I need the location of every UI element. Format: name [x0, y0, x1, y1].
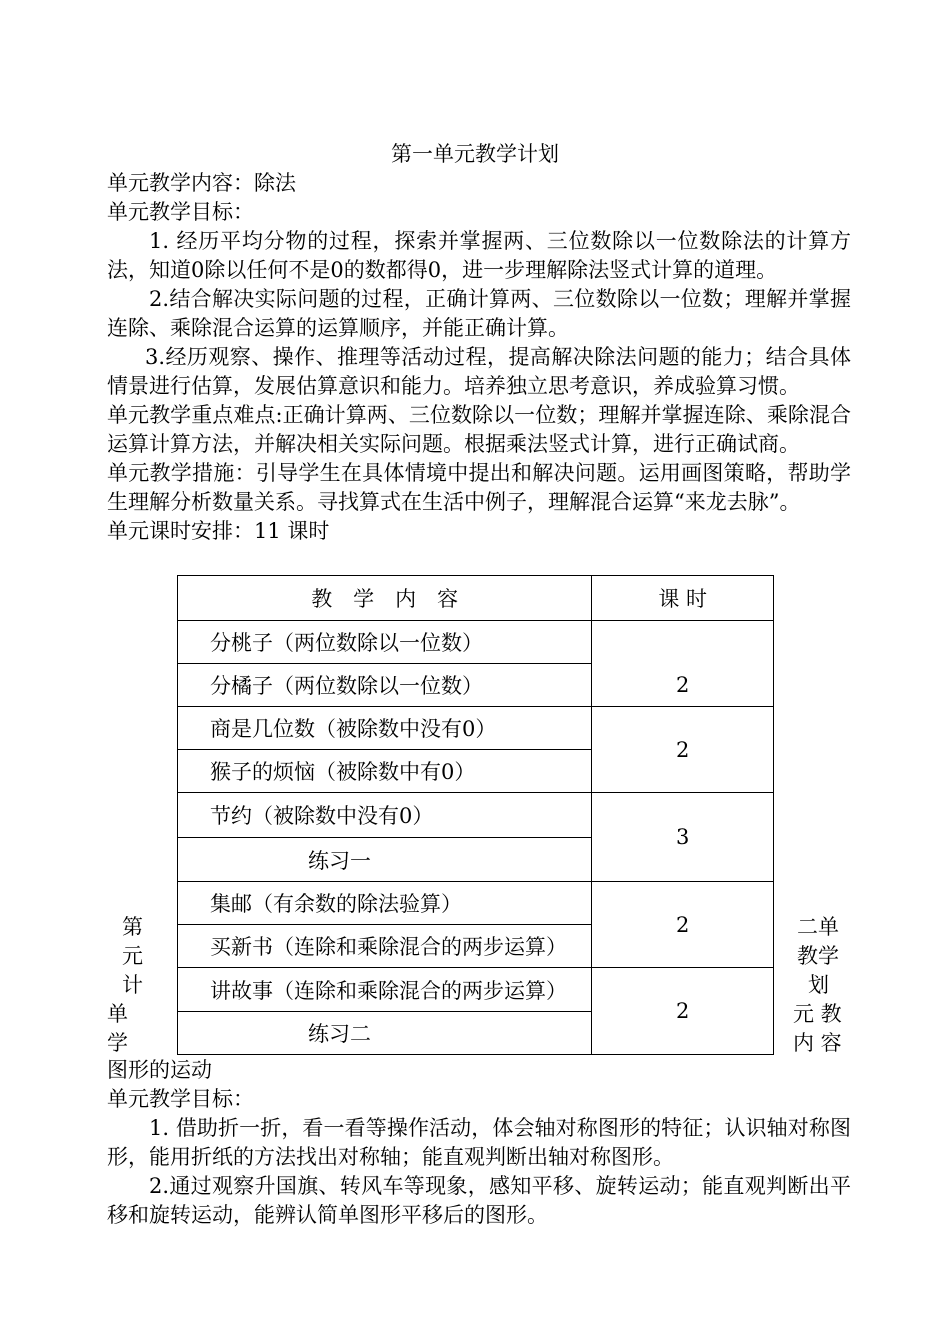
- side-left-char: 计: [122, 973, 143, 997]
- lesson-content: 买新书（连除和乘除混合的两步运算）: [178, 925, 592, 968]
- unit1-title: 第一单元教学计划: [391, 142, 559, 166]
- lesson-hours: 2: [592, 707, 774, 793]
- lesson-content: 分橘子（两位数除以一位数）: [178, 664, 592, 707]
- header-hours: 课 时: [592, 576, 774, 621]
- lesson-plan-table: [177, 575, 774, 1055]
- unit2-goal-2: 2.通过观察升国旗、转风车等现象，感知平移、旋转运动；能直观判断出平移和旋转运动，能辨认简单图形平移后的图形。: [107, 1174, 851, 1227]
- table-row: [178, 968, 774, 1012]
- lesson-hours: 3: [592, 793, 774, 882]
- side-right-text: 教学: [797, 944, 839, 968]
- unit1-goal-1: 1. 经历平均分物的过程，探索并掌握两、三位数除以一位数除法的计算方法，知道0除以任何不是0的数都得0，进一步理解除法竖式计算的道理。: [107, 229, 851, 282]
- side-left-char: 学: [107, 1031, 128, 1055]
- lesson-content: 集邮（有余数的除法验算）: [178, 882, 592, 925]
- lesson-content: 讲故事（连除和乘除混合的两步运算）: [178, 968, 592, 1012]
- unit2-goals-heading: 单元教学目标：: [107, 1087, 254, 1111]
- lesson-hours: 2: [592, 882, 774, 968]
- table-row: [178, 793, 774, 838]
- lesson-content: 猴子的烦恼（被除数中有0）: [178, 750, 592, 793]
- table-row: [178, 882, 774, 925]
- table-row: [178, 707, 774, 750]
- table-header-row: [178, 576, 774, 621]
- side-right-text: 二单: [797, 915, 839, 939]
- unit1-schedule: 单元课时安排：11 课时: [107, 519, 330, 543]
- lesson-content: 分桃子（两位数除以一位数）: [178, 621, 592, 664]
- lesson-hours: 2: [592, 968, 774, 1055]
- unit1-measures: 单元教学措施：引导学生在具体情境中提出和解决问题。运用画图策略，帮助学生理解分析数量关系。寻找算式在生活中例子，理解混合运算“来龙去脉”。: [107, 461, 851, 514]
- side-left-char: 单: [107, 1002, 128, 1026]
- unit1-goals-heading: 单元教学目标：: [107, 200, 254, 224]
- table-row: [178, 621, 774, 664]
- lesson-content: 节约（被除数中没有0）: [178, 793, 592, 838]
- lesson-hours: 2: [592, 621, 774, 707]
- side-left-char: 元: [122, 944, 143, 968]
- side-right-text: 元 教: [793, 1002, 842, 1026]
- side-right-text: 划: [808, 973, 829, 997]
- side-left-char: 第: [122, 915, 143, 939]
- unit2-goal-1: 1. 借助折一折，看一看等操作活动，体会轴对称图形的特征；认识轴对称图形，能用折纸的方法找出对称轴；能直观判断出轴对称图形。: [107, 1116, 851, 1169]
- unit1-goal-2: 2.结合解决实际问题的过程，正确计算两、三位数除以一位数；理解并掌握连除、乘除混合运算的运算顺序，并能正确计算。: [107, 287, 851, 340]
- unit1-goal-3: 3.经历观察、操作、推理等活动过程，提高解决除法问题的能力；结合具体情景进行估算，发展估算意识和能力。培养独立思考意识，养成验算习惯。: [107, 345, 851, 398]
- unit1-key-points: 单元教学重点难点:正确计算两、三位数除以一位数；理解并掌握连除、乘除混合运算计算方法，并解决相关实际问题。根据乘法竖式计算，进行正确试商。: [107, 403, 851, 456]
- unit1-content: 单元教学内容：除法: [107, 171, 296, 195]
- lesson-content: 商是几位数（被除数中没有0）: [178, 707, 592, 750]
- header-content: 教 学 内 容: [178, 576, 592, 621]
- lesson-content: 练习一: [178, 838, 592, 882]
- unit2-content: 图形的运动: [107, 1058, 212, 1082]
- lesson-content: 练习二: [178, 1012, 592, 1055]
- side-right-text: 内 容: [793, 1031, 842, 1055]
